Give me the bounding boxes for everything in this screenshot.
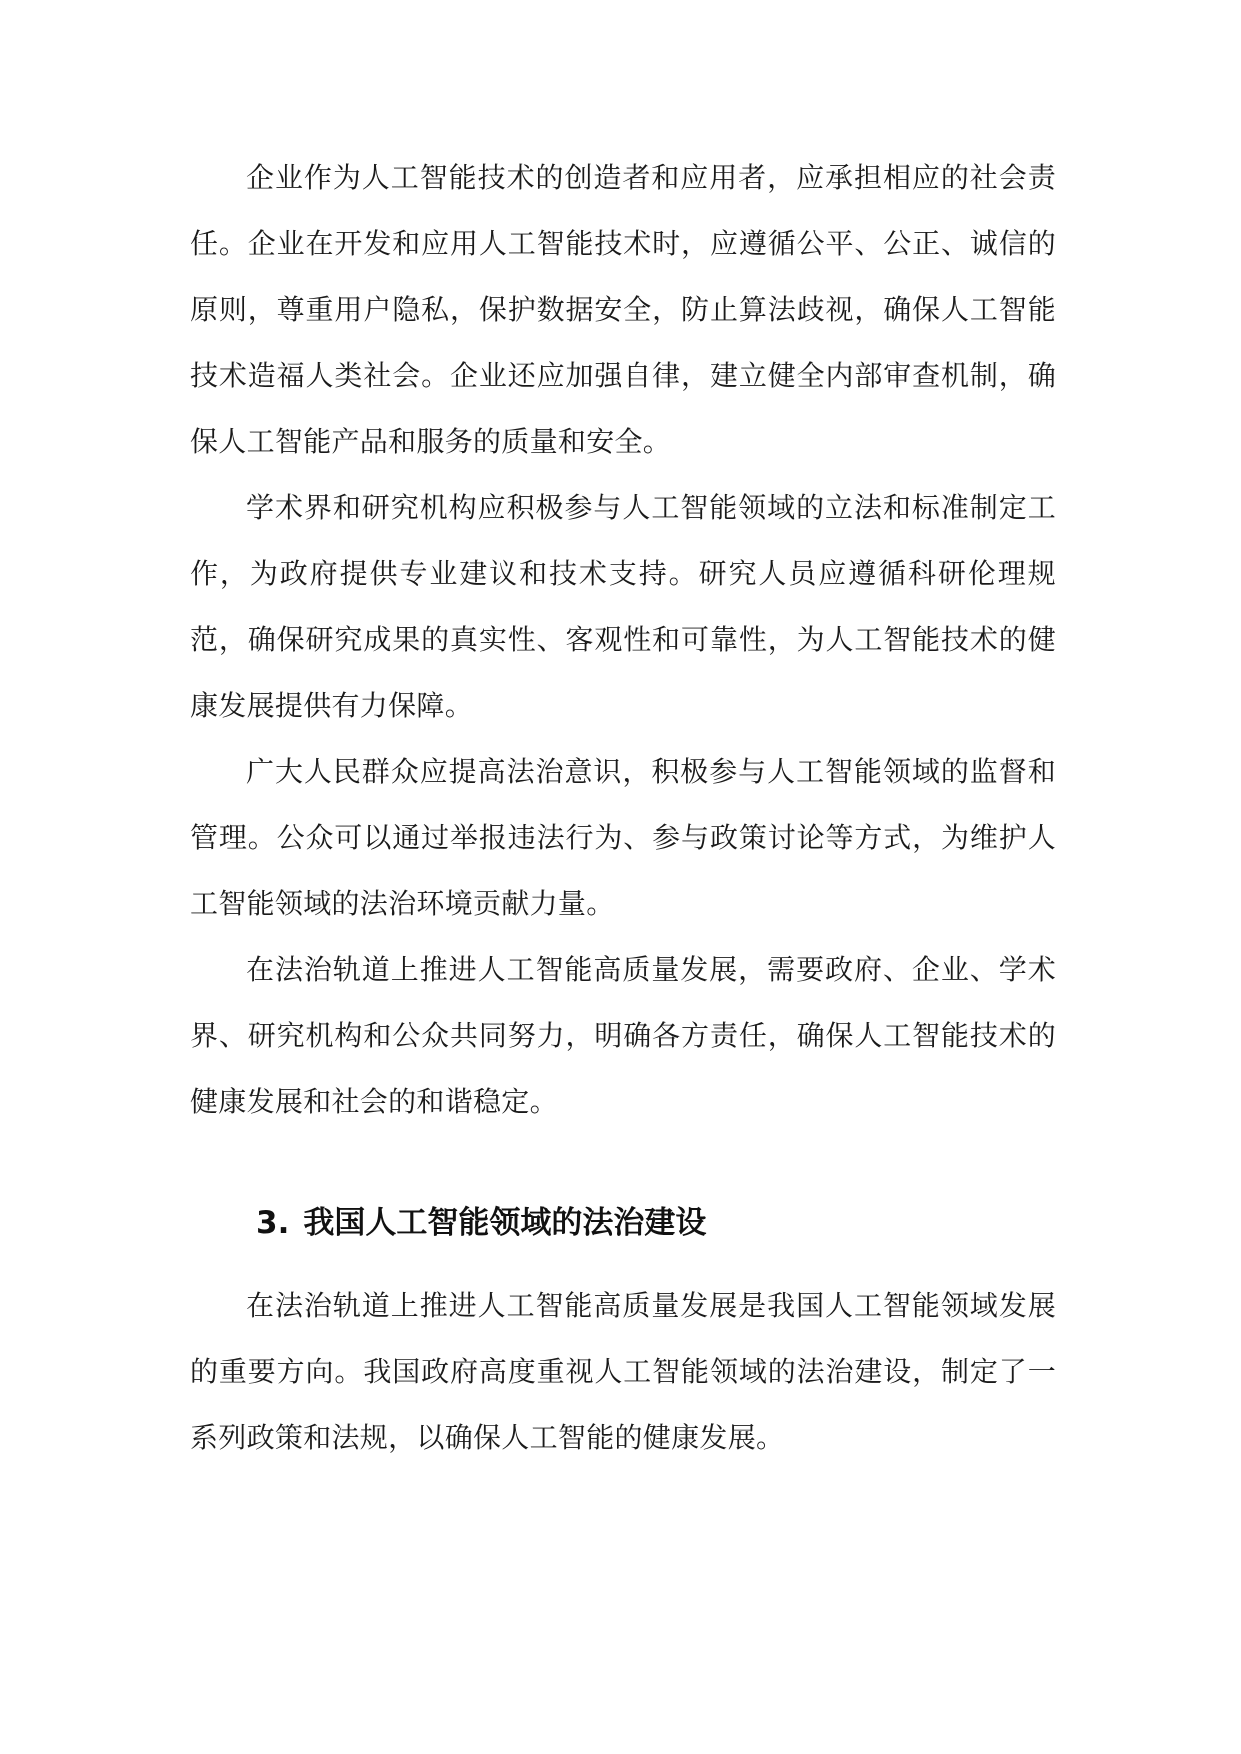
paragraph-academic-research: 学术界和研究机构应积极参与人工智能领域的立法和标准制定工作，为政府提供专业建议和技术支持。研究人员应遵循科研伦理规范，确保研究成果的真实性、客观性和可靠性，为人工智能技术的健康发展提供有力保障。 (190, 491, 1056, 722)
paragraph-corporate-responsibility: 企业作为人工智能技术的创造者和应用者，应承担相应的社会责任。企业在开发和应用人工智能技术时，应遵循公平、公正、诚信的原则，尊重用户隐私，保护数据安全，防止算法歧视，确保人工智能技术造福人类社会。企业还应加强自律，建立健全内部审查机制，确保人工智能产品和服务的质量和安全。 (190, 161, 1056, 458)
section-number: 3. (256, 1205, 290, 1241)
section-heading (190, 1198, 1056, 1248)
paragraph-joint-effort: 在法治轨道上推进人工智能高质量发展，需要政府、企业、学术界、研究机构和公众共同努力，明确各方责任，确保人工智能技术的健康发展和社会的和谐稳定。 (190, 953, 1056, 1118)
document-body (190, 145, 1056, 1471)
paragraph-legal-construction: 在法治轨道上推进人工智能高质量发展是我国人工智能领域发展的重要方向。我国政府高度重视人工智能领域的法治建设，制定了一系列政策和法规，以确保人工智能的健康发展。 (190, 1289, 1056, 1454)
section-title: 我国人工智能领域的法治建设 (303, 1205, 707, 1241)
paragraph-public-participation: 广大人民群众应提高法治意识，积极参与人工智能领域的监督和管理。公众可以通过举报违法行为、参与政策讨论等方式，为维护人工智能领域的法治环境贡献力量。 (190, 755, 1056, 920)
